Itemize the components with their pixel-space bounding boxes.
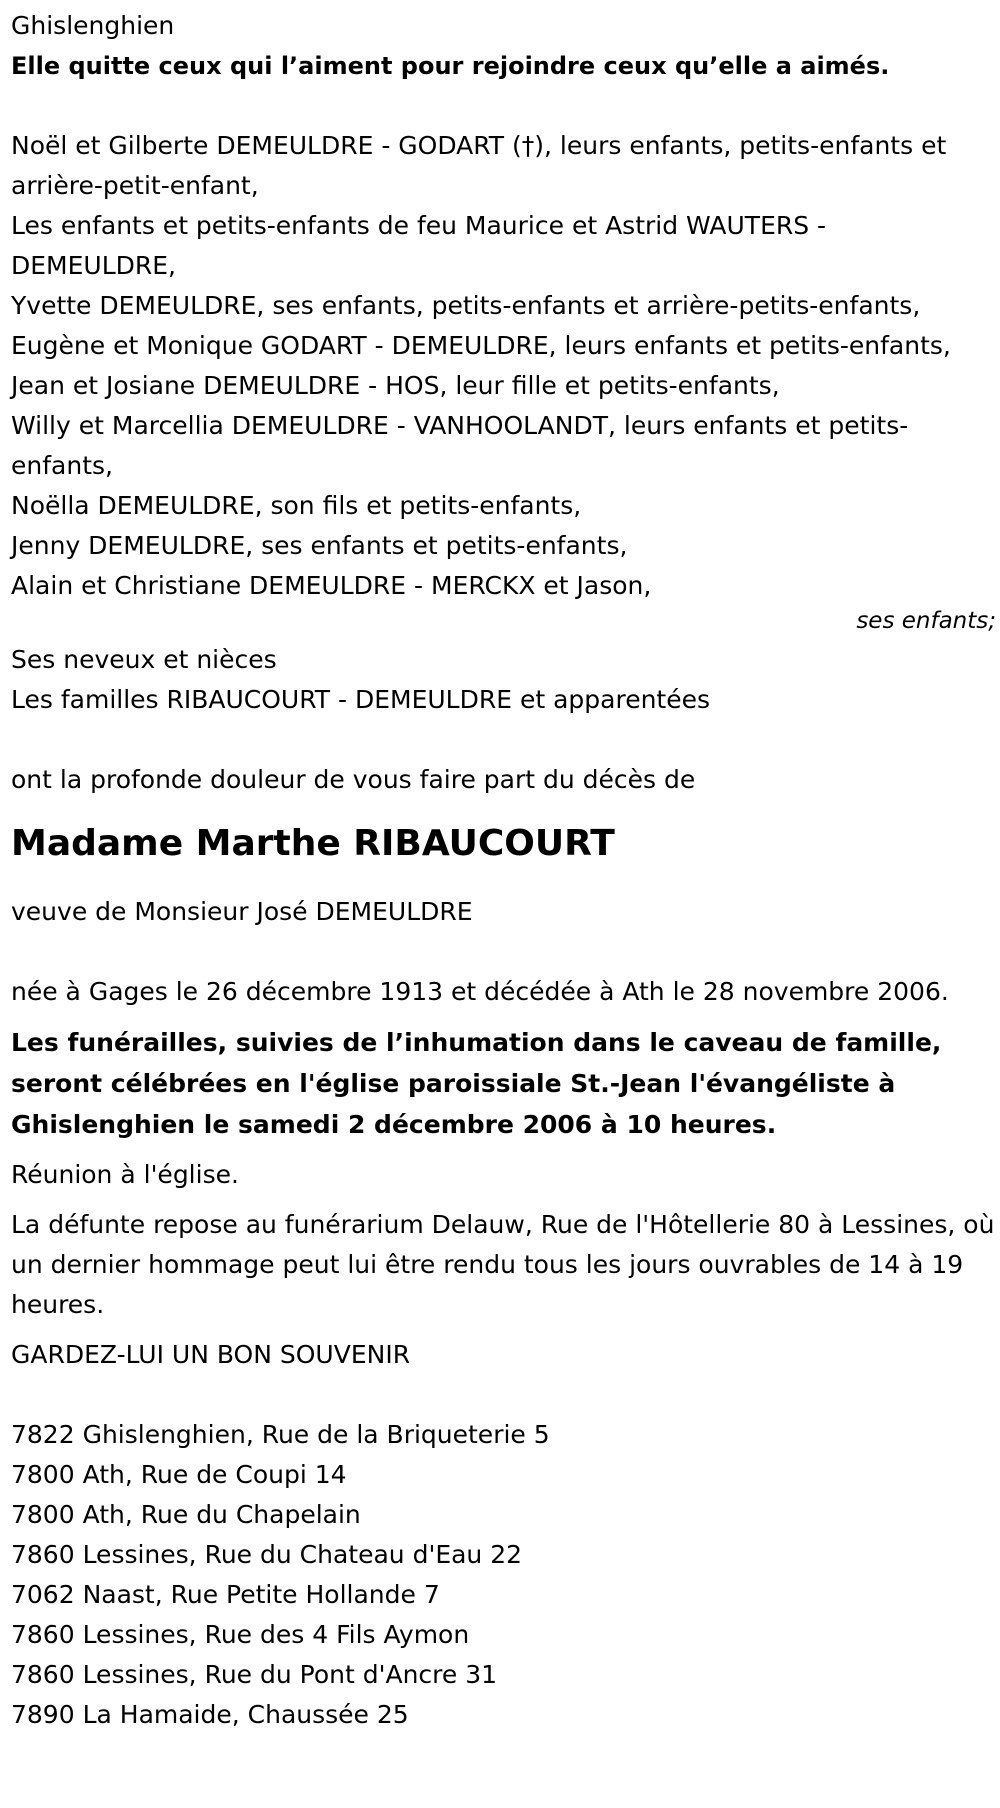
family-line: Yvette DEMEULDRE, ses enfants, petits-enfants et arrière-petits-enfants, [11,291,921,320]
address-list [11,1415,996,1735]
address-line: 7800 Ath, Rue de Coupi 14 [11,1460,347,1489]
town-heading: Ghislenghien [11,11,175,40]
address-line: 7860 Lessines, Rue du Pont d'Ancre 31 [11,1660,498,1689]
ses-enfants-tag: ses enfants; [856,608,996,634]
reunion-note: Réunion à l'église. [11,1160,239,1189]
address-line: 7822 Ghislenghien, Rue de la Briqueterie 5 [11,1420,550,1449]
funeral-details: Les funérailles, suivies de l’inhumation dans le caveau de famille, seront célébrées en l'église paroissiale St.-Jean l'évangéliste à Ghislenghien le samedi 2 décembre 2006 à 10 heures. [11,1028,942,1139]
birth-death-dates: née à Gages le 26 décembre 1913 et décédée à Ath le 28 novembre 2006. [11,977,949,1006]
relatives-line: Les familles RIBAUCOURT - DEMEULDRE et apparentées [11,685,711,714]
address-line: 7800 Ath, Rue du Chapelain [11,1500,361,1529]
family-line: Jenny DEMEULDRE, ses enfants et petits-enfants, [11,531,628,560]
address-line: 7890 La Hamaide, Chaussée 25 [11,1700,409,1729]
family-line: Willy et Marcellia DEMEULDRE - VANHOOLANDT, leurs enfants et petits-enfants, [11,411,909,480]
family-line: Noëlla DEMEULDRE, son fils et petits-enfants, [11,491,582,520]
viewing-details: La défunte repose au funérarium Delauw, Rue de l'Hôtellerie 80 à Lessines, où un dernier hommage peut lui être rendu tous les jours ouvrables de 14 à 19 heures. [11,1210,995,1319]
address-line: 7860 Lessines, Rue des 4 Fils Aymon [11,1620,470,1649]
death-notice [11,6,996,1735]
announcement: ont la profonde douleur de vous faire part du décès de [11,765,696,794]
address-line: 7860 Lessines, Rue du Chateau d'Eau 22 [11,1540,523,1569]
widow-of: veuve de Monsieur José DEMEULDRE [11,897,473,926]
epitaph: Elle quitte ceux qui l’aiment pour rejoindre ceux qu’elle a aimés. [11,52,890,80]
family-list [11,126,996,606]
family-line: Les enfants et petits-enfants de feu Maurice et Astrid WAUTERS - DEMEULDRE, [11,211,827,280]
relatives-list [11,640,996,720]
address-line: 7062 Naast, Rue Petite Hollande 7 [11,1580,440,1609]
family-line: Eugène et Monique GODART - DEMEULDRE, leurs enfants et petits-enfants, [11,331,951,360]
closing-phrase: GARDEZ-LUI UN BON SOUVENIR [11,1340,411,1369]
family-line: Jean et Josiane DEMEULDRE - HOS, leur fille et petits-enfants, [11,371,780,400]
family-line: Noël et Gilberte DEMEULDRE - GODART (†), leurs enfants, petits-enfants et arrière-petit-enfant, [11,131,947,200]
relatives-line: Ses neveux et nièces [11,645,277,674]
deceased-name: Madame Marthe RIBAUCOURT [11,823,615,864]
family-line: Alain et Christiane DEMEULDRE - MERCKX et Jason, [11,571,652,600]
